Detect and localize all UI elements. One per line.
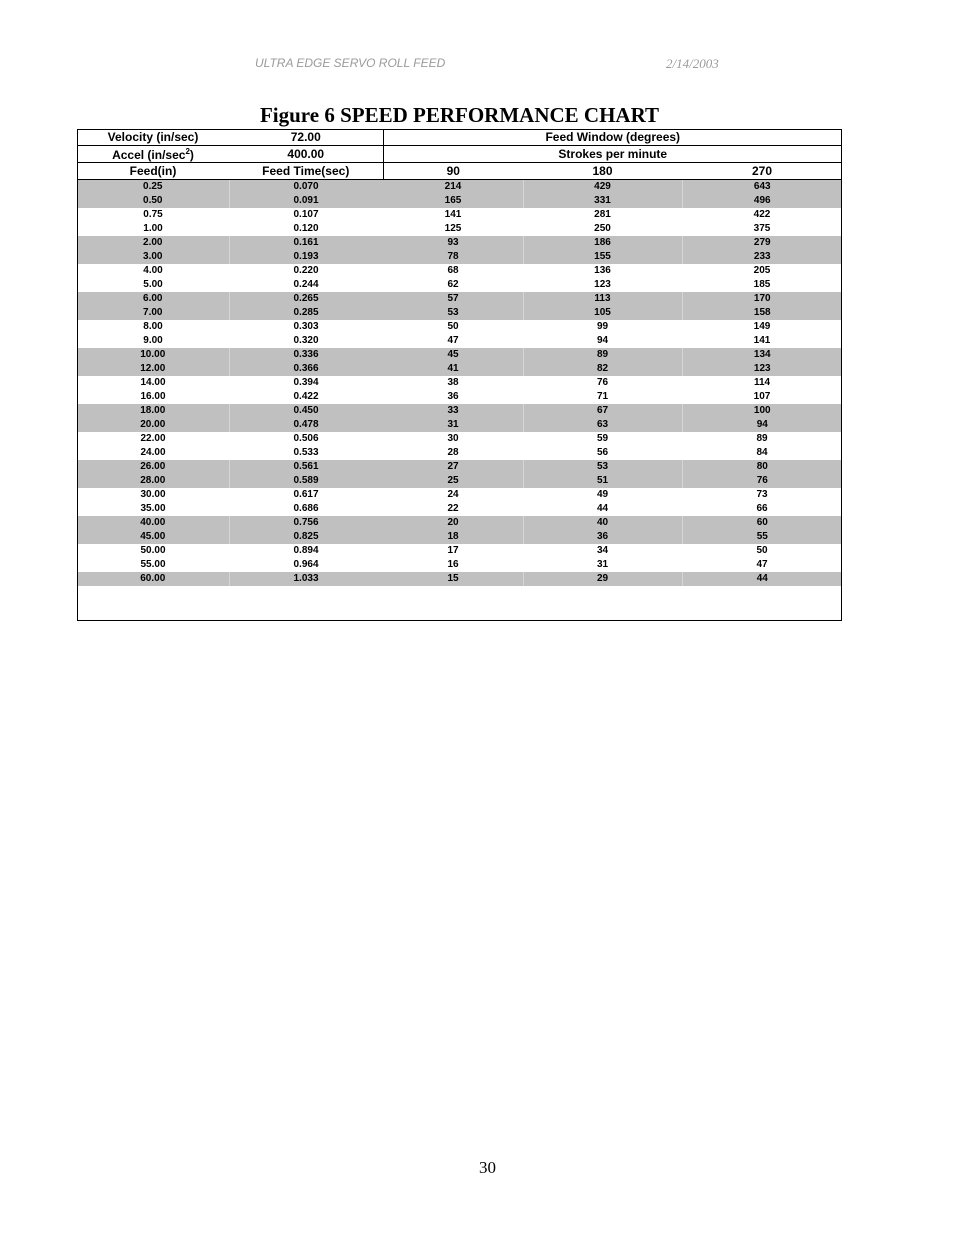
table-row	[77, 306, 842, 320]
feed-cell: 0.75	[143, 209, 163, 220]
spm-90-cell: 68	[447, 265, 459, 276]
feed-time-cell: 0.964	[293, 559, 319, 570]
feed-time-cell: 0.561	[229, 460, 383, 474]
feed-cell: 0.25	[77, 180, 229, 195]
spm-90-cell: 47	[447, 335, 459, 346]
spm-180-cell: 155	[523, 250, 682, 264]
table-row	[77, 432, 842, 446]
spm-90-cell: 16	[447, 559, 459, 570]
spm-90-cell: 125	[444, 223, 462, 234]
col-header-270: 270	[682, 163, 842, 180]
feed-time-cell: 0.320	[293, 335, 319, 346]
feed-time-cell: 0.756	[229, 516, 383, 530]
feed-cell: 45.00	[77, 530, 229, 544]
table-row	[77, 544, 842, 558]
col-header-180: 180	[523, 163, 682, 180]
feed-cell: 24.00	[140, 447, 166, 458]
speed-performance-table	[77, 129, 842, 586]
feed-cell: 50.00	[140, 545, 166, 556]
strokes-label: Strokes per minute	[383, 146, 842, 163]
accel-row	[77, 146, 842, 163]
feed-cell: 1.00	[143, 223, 163, 234]
feed-time-cell: 0.161	[229, 236, 383, 250]
feed-cell: 60.00	[77, 572, 229, 586]
feed-time-cell: 0.617	[293, 489, 319, 500]
feed-cell: 9.00	[143, 335, 163, 346]
spm-90-cell: 22	[447, 503, 459, 514]
feed-time-cell: 0.193	[229, 250, 383, 264]
table-row	[77, 180, 842, 195]
table-row	[77, 292, 842, 306]
table-row	[77, 376, 842, 390]
spm-180-cell: 105	[523, 306, 682, 320]
table-row	[77, 404, 842, 418]
spm-90-cell: 36	[447, 391, 459, 402]
spm-180-cell: 89	[523, 348, 682, 362]
spm-180-cell: 123	[594, 279, 611, 290]
spm-90-cell: 57	[383, 292, 523, 306]
col-header-feed-time: Feed Time(sec)	[229, 163, 383, 180]
feed-cell: 0.50	[77, 194, 229, 208]
feed-cell: 4.00	[143, 265, 163, 276]
spm-90-cell: 28	[447, 447, 459, 458]
feed-time-cell: 0.506	[293, 433, 319, 444]
spm-180-cell: 94	[596, 335, 609, 346]
spm-180-cell: 136	[594, 265, 611, 276]
table-row	[77, 236, 842, 250]
table-row	[77, 348, 842, 362]
spm-90-cell: 45	[383, 348, 523, 362]
feed-cell: 40.00	[77, 516, 229, 530]
feed-time-cell: 0.589	[229, 474, 383, 488]
feed-time-cell: 0.686	[293, 503, 319, 514]
spm-270-cell: 205	[753, 265, 771, 276]
spm-270-cell: 89	[756, 433, 768, 444]
spm-270-cell: 55	[682, 530, 842, 544]
feed-time-cell: 0.220	[293, 265, 319, 276]
feed-time-cell: 0.070	[229, 180, 383, 195]
feed-cell: 26.00	[77, 460, 229, 474]
feed-cell: 16.00	[140, 391, 166, 402]
feed-time-cell: 0.303	[293, 321, 319, 332]
spm-270-cell: 496	[682, 194, 842, 208]
feed-cell: 14.00	[140, 377, 166, 388]
spm-90-cell: 62	[447, 279, 459, 290]
spm-90-cell: 38	[447, 377, 459, 388]
spm-270-cell: 47	[756, 559, 768, 570]
table-row	[77, 250, 842, 264]
spm-90-cell: 50	[447, 321, 459, 332]
spm-270-cell: 100	[682, 404, 842, 418]
feed-cell: 20.00	[77, 418, 229, 432]
spm-180-cell: 36	[523, 530, 682, 544]
feed-time-cell: 0.478	[229, 418, 383, 432]
spm-270-cell: 233	[682, 250, 842, 264]
spm-180-cell: 71	[596, 391, 609, 402]
spm-270-cell: 76	[682, 474, 842, 488]
col-header-feed: Feed(in)	[77, 163, 229, 180]
feed-window-label: Feed Window (degrees)	[383, 129, 842, 146]
spm-270-cell: 50	[756, 545, 768, 556]
table-row	[77, 502, 842, 516]
spm-90-cell: 30	[447, 433, 459, 444]
table-row	[77, 418, 842, 432]
spm-180-cell: 281	[594, 209, 611, 220]
spm-90-cell: 17	[447, 545, 459, 556]
feed-time-cell: 1.033	[229, 572, 383, 586]
spm-90-cell: 78	[383, 250, 523, 264]
table-row	[77, 208, 842, 222]
feed-cell: 10.00	[77, 348, 229, 362]
table-row	[77, 390, 842, 404]
spm-90-cell: 141	[444, 209, 462, 220]
feed-cell: 7.00	[77, 306, 229, 320]
table-row	[77, 558, 842, 572]
accel-label-exponent: 2	[185, 146, 190, 156]
spm-90-cell: 165	[383, 194, 523, 208]
spm-270-cell: 279	[682, 236, 842, 250]
feed-cell: 8.00	[143, 321, 163, 332]
table-row	[77, 460, 842, 474]
accel-value: 400.00	[229, 146, 383, 163]
feed-cell: 28.00	[77, 474, 229, 488]
spm-90-cell: 214	[383, 180, 523, 195]
spm-270-cell: 185	[753, 279, 771, 290]
table-row	[77, 334, 842, 348]
velocity-value: 72.00	[229, 129, 383, 146]
spm-180-cell: 49	[596, 489, 609, 500]
figure-title: Figure 6 SPEED PERFORMANCE CHART	[259, 103, 660, 127]
spm-180-cell: 250	[594, 223, 611, 234]
spm-270-cell: 123	[682, 362, 842, 376]
feed-time-cell: 0.825	[229, 530, 383, 544]
spm-270-cell: 44	[682, 572, 842, 586]
spm-90-cell: 15	[383, 572, 523, 586]
spm-180-cell: 53	[523, 460, 682, 474]
table-row	[77, 278, 842, 292]
spm-270-cell: 73	[756, 489, 768, 500]
spm-180-cell: 76	[596, 377, 609, 388]
spm-180-cell: 34	[596, 545, 609, 556]
feed-cell: 12.00	[77, 362, 229, 376]
feed-cell: 2.00	[77, 236, 229, 250]
feed-time-cell: 0.244	[293, 279, 319, 290]
feed-time-cell: 0.091	[229, 194, 383, 208]
feed-time-cell: 0.336	[229, 348, 383, 362]
spm-180-cell: 99	[596, 321, 609, 332]
spm-180-cell: 113	[523, 292, 682, 306]
accel-label-text: Accel (in/sec	[112, 147, 186, 162]
spm-270-cell: 149	[753, 321, 771, 332]
table-row	[77, 474, 842, 488]
table-row	[77, 572, 842, 586]
spm-270-cell: 422	[753, 209, 771, 220]
spm-270-cell: 375	[753, 223, 771, 234]
feed-time-cell: 0.422	[293, 391, 319, 402]
spm-180-cell: 31	[596, 559, 609, 570]
feed-time-cell: 0.394	[293, 377, 319, 388]
spm-90-cell: 53	[383, 306, 523, 320]
feed-time-cell: 0.450	[229, 404, 383, 418]
feed-cell: 30.00	[140, 489, 166, 500]
feed-cell: 5.00	[143, 279, 163, 290]
table-row	[77, 194, 842, 208]
spm-270-cell: 107	[753, 391, 771, 402]
column-header-row	[77, 163, 842, 180]
feed-cell: 6.00	[77, 292, 229, 306]
feed-cell: 35.00	[140, 503, 166, 514]
feed-time-cell: 0.533	[293, 447, 319, 458]
spm-180-cell: 59	[596, 433, 609, 444]
feed-cell: 3.00	[77, 250, 229, 264]
spm-180-cell: 63	[523, 418, 682, 432]
table-row	[77, 530, 842, 544]
running-header-title: ULTRA EDGE SERVO ROLL FEED	[255, 56, 446, 70]
table-row	[77, 446, 842, 460]
col-header-90: 90	[383, 163, 523, 180]
table-row	[77, 362, 842, 376]
spm-270-cell: 170	[682, 292, 842, 306]
spm-90-cell: 18	[383, 530, 523, 544]
spm-270-cell: 158	[682, 306, 842, 320]
spm-90-cell: 93	[383, 236, 523, 250]
spm-180-cell: 51	[523, 474, 682, 488]
feed-time-cell: 0.285	[229, 306, 383, 320]
page-number: 30	[479, 1158, 496, 1177]
feed-cell: 55.00	[140, 559, 166, 570]
feed-time-cell: 0.120	[293, 223, 319, 234]
spm-90-cell: 24	[447, 489, 459, 500]
table-row	[77, 516, 842, 530]
spm-90-cell: 31	[383, 418, 523, 432]
spm-270-cell: 141	[753, 335, 771, 346]
spm-90-cell: 20	[383, 516, 523, 530]
feed-time-cell: 0.265	[229, 292, 383, 306]
feed-time-cell: 0.107	[293, 209, 319, 220]
spm-180-cell: 82	[523, 362, 682, 376]
spm-90-cell: 27	[383, 460, 523, 474]
spm-270-cell: 643	[682, 180, 842, 195]
velocity-row	[77, 129, 842, 146]
spm-180-cell: 40	[523, 516, 682, 530]
running-header-date: 2/14/2003	[666, 56, 719, 71]
spm-90-cell: 41	[383, 362, 523, 376]
table-row	[77, 320, 842, 334]
accel-label	[77, 146, 229, 163]
spm-270-cell: 94	[682, 418, 842, 432]
spm-180-cell: 44	[596, 503, 609, 514]
spm-270-cell: 60	[682, 516, 842, 530]
spm-270-cell: 66	[756, 503, 768, 514]
feed-time-cell: 0.894	[293, 545, 319, 556]
spm-270-cell: 134	[682, 348, 842, 362]
spm-90-cell: 25	[383, 474, 523, 488]
spm-180-cell: 429	[523, 180, 682, 195]
spm-180-cell: 186	[523, 236, 682, 250]
spm-270-cell: 80	[682, 460, 842, 474]
feed-cell: 22.00	[140, 433, 166, 444]
spm-90-cell: 33	[383, 404, 523, 418]
spm-180-cell: 56	[596, 447, 609, 458]
velocity-label: Velocity (in/sec)	[77, 129, 229, 146]
accel-label-close: )	[189, 147, 194, 162]
spm-270-cell: 84	[756, 447, 768, 458]
spm-270-cell: 114	[753, 377, 771, 388]
feed-time-cell: 0.366	[229, 362, 383, 376]
spm-180-cell: 67	[523, 404, 682, 418]
table-row	[77, 222, 842, 236]
table-row	[77, 488, 842, 502]
feed-cell: 18.00	[77, 404, 229, 418]
spm-180-cell: 29	[523, 572, 682, 586]
table-row	[77, 264, 842, 278]
spm-180-cell: 331	[523, 194, 682, 208]
